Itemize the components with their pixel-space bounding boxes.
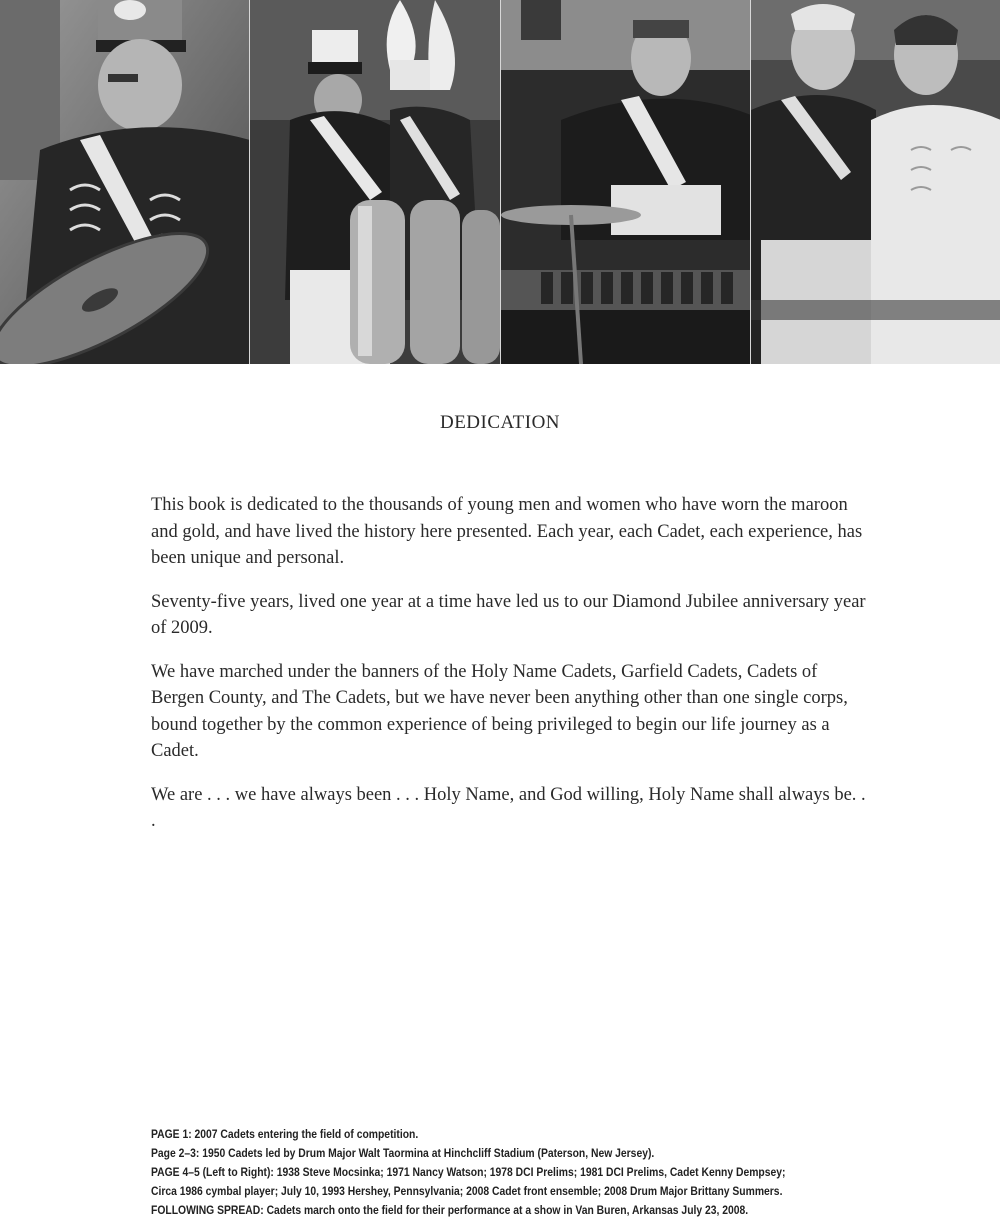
page-title: DEDICATION: [439, 412, 561, 433]
cymbal-player-photo: [0, 0, 249, 364]
dedication-paragraph: We are . . . we have always been . . . Holy Name, and God willing, Holy Name shall always be. . .: [151, 784, 866, 831]
dedication-paragraph: This book is dedicated to the thousands of young men and women who have worn the maroon and gold, and have lived the history here presented. Each year, each Cadet, each experience, has been unique and personal.: [151, 495, 863, 568]
caption-line: Circa 1986 cymbal player; July 10, 1993 Hershey, Pennsylvania; 2008 Cadet front ensemble; 2008 Drum Major Brittany Summers.: [151, 1186, 783, 1198]
caption-line: Page 2–3: 1950 Cadets led by Drum Major Walt Taormina at Hinchcliff Stadium (Paterson, New Jersey).: [151, 1148, 655, 1160]
front-ensemble-photo: [500, 0, 750, 364]
caption-line: PAGE 4–5 (Left to Right): 1938 Steve Mocsinka; 1971 Nancy Watson; 1978 DCI Prelims; 1981 DCI Prelims, Cadet Kenny Dempsey;: [151, 1167, 786, 1179]
tuba-line-photo: [249, 0, 499, 364]
dedication-paragraph: Seventy-five years, lived one year at a time have led us to our Diamond Jubilee anniversary year of 2009.: [151, 591, 866, 638]
caption-line: PAGE 1: 2007 Cadets entering the field of competition.: [151, 1129, 419, 1141]
dedication-body: [151, 492, 871, 852]
photo-captions: [151, 1126, 907, 1221]
caption-line: FOLLOWING SPREAD: Cadets march onto the field for their performance at a show in Van Buren, Arkansas July 23, 2008.: [151, 1205, 749, 1217]
photo-strip: [0, 0, 1000, 364]
cadets-seated-photo: [750, 0, 1000, 364]
dedication-paragraph: We have marched under the banners of the Holy Name Cadets, Garfield Cadets, Cadets of Bergen County, and The Cadets, but we have never been anything other than one single corps, bound together by the common experience of being privileged to begin our life journey as a Cadet.: [151, 661, 848, 761]
